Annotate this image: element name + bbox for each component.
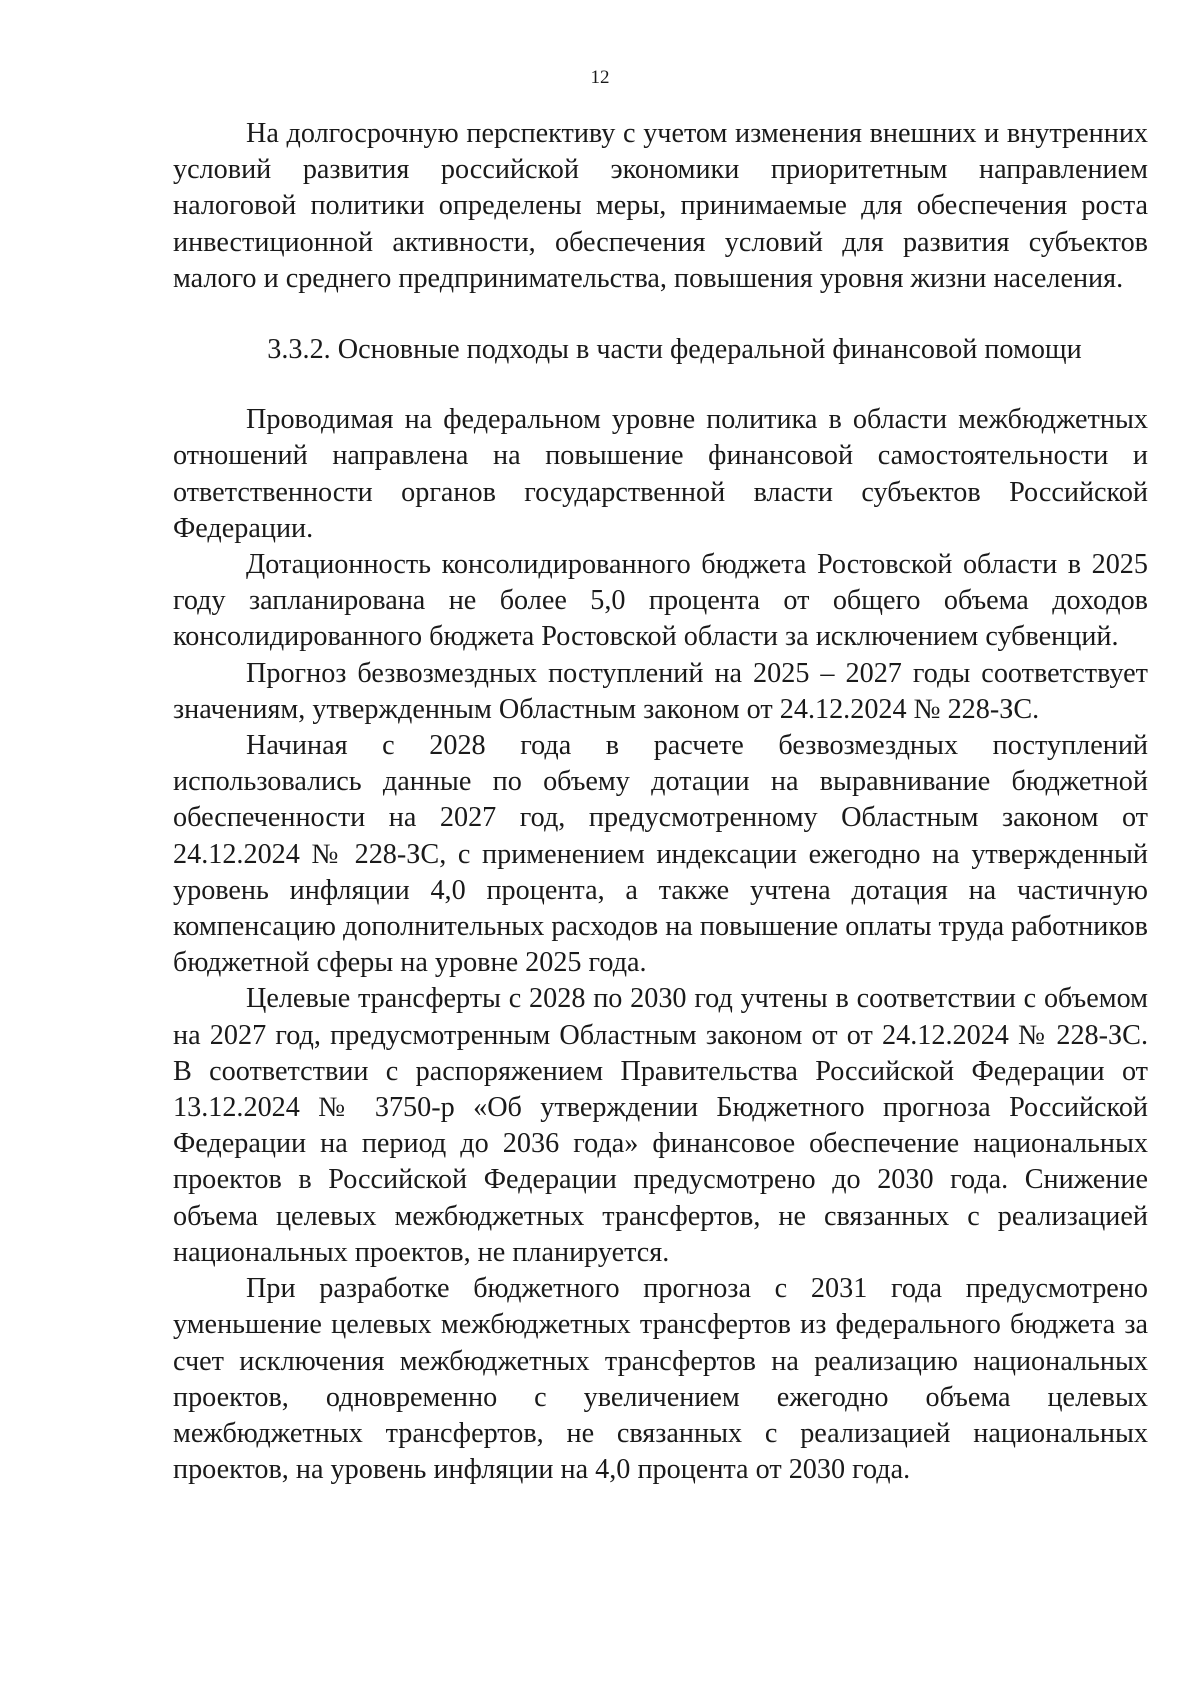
spacer bbox=[173, 297, 1148, 332]
spacer bbox=[173, 368, 1148, 402]
paragraph-from-2028-calculation: Начиная с 2028 года в расчете безвозмездных поступлений использовались данные по объему дотации на выравнивание бюджетной обеспеченности на 2027 год, предусмотренному Областным законом от 24.12.2024 № 228-ЗС, с применением индексации ежегодно на утвержденный уровень инфляции 4,0 процента, а также учтена дотация на частичную компенсацию дополнительных расходов на повышение оплаты труда работников бюджетной сферы на уровне 2025 года. bbox=[173, 730, 1148, 979]
paragraph-gratuitous-receipts-forecast: Прогноз безвозмездных поступлений на 2025 – 2027 годы соответствует значениям, утвержденным Областным законом от 24.12.2024 № 228-ЗС. bbox=[173, 657, 1148, 725]
paragraph-target-transfers: Целевые трансферты с 2028 по 2030 год учтены в соответствии с объемом на 2027 год, предусмотренным Областным законом от от 24.12.2024 № 228-ЗС. В соответствии с распоряжением Правительства Российской Федерации от 13.12.2024 № 3750-р «Об утверждении Бюджетного прогноза Российской Федерации на период до 2036 года» финансовое обеспечение национальных проектов в Российской Федерации предусмотрено до 2030 года. Снижение объема целевых межбюджетных трансфертов, не связанных с реализацией национальных проектов, не планируется. bbox=[173, 983, 1148, 1268]
page-number: 12 bbox=[590, 67, 610, 88]
paragraph-interbudget-policy: Проводимая на федеральном уровне политика в области межбюджетных отношений направлена на повышение финансовой самостоятельности и ответственности органов государственной власти субъектов Российской Федерации. bbox=[173, 404, 1148, 544]
paragraph-from-2031-forecast: При разработке бюджетного прогноза с 2031 года предусмотрено уменьшение целевых межбюджетных трансфертов из федерального бюджета за счет исключения межбюджетных трансфертов на реализацию национальных проектов, одновременно с увеличением ежегодно объема целевых межбюджетных трансфертов, не связанных с реализацией национальных проектов, на уровень инфляции на 4,0 процента от 2030 года. bbox=[173, 1273, 1148, 1486]
section-heading: 3.3.2. Основные подходы в части федеральной финансовой помощи bbox=[267, 334, 1082, 366]
document-body bbox=[173, 116, 1148, 1488]
paragraph-subsidy-share: Дотационность консолидированного бюджета Ростовской области в 2025 году запланирована не более 5,0 процента от общего объема доходов консолидированного бюджета Ростовской области за исключением субвенций. bbox=[173, 549, 1148, 653]
intro-paragraph: На долгосрочную перспективу с учетом изменения внешних и внутренних условий развития российской экономики приоритетным направлением налоговой политики определены меры, принимаемые для обеспечения роста инвестиционной активности, обеспечения условий для развития субъектов малого и среднего предпринимательства, повышения уровня жизни населения. bbox=[173, 118, 1148, 294]
